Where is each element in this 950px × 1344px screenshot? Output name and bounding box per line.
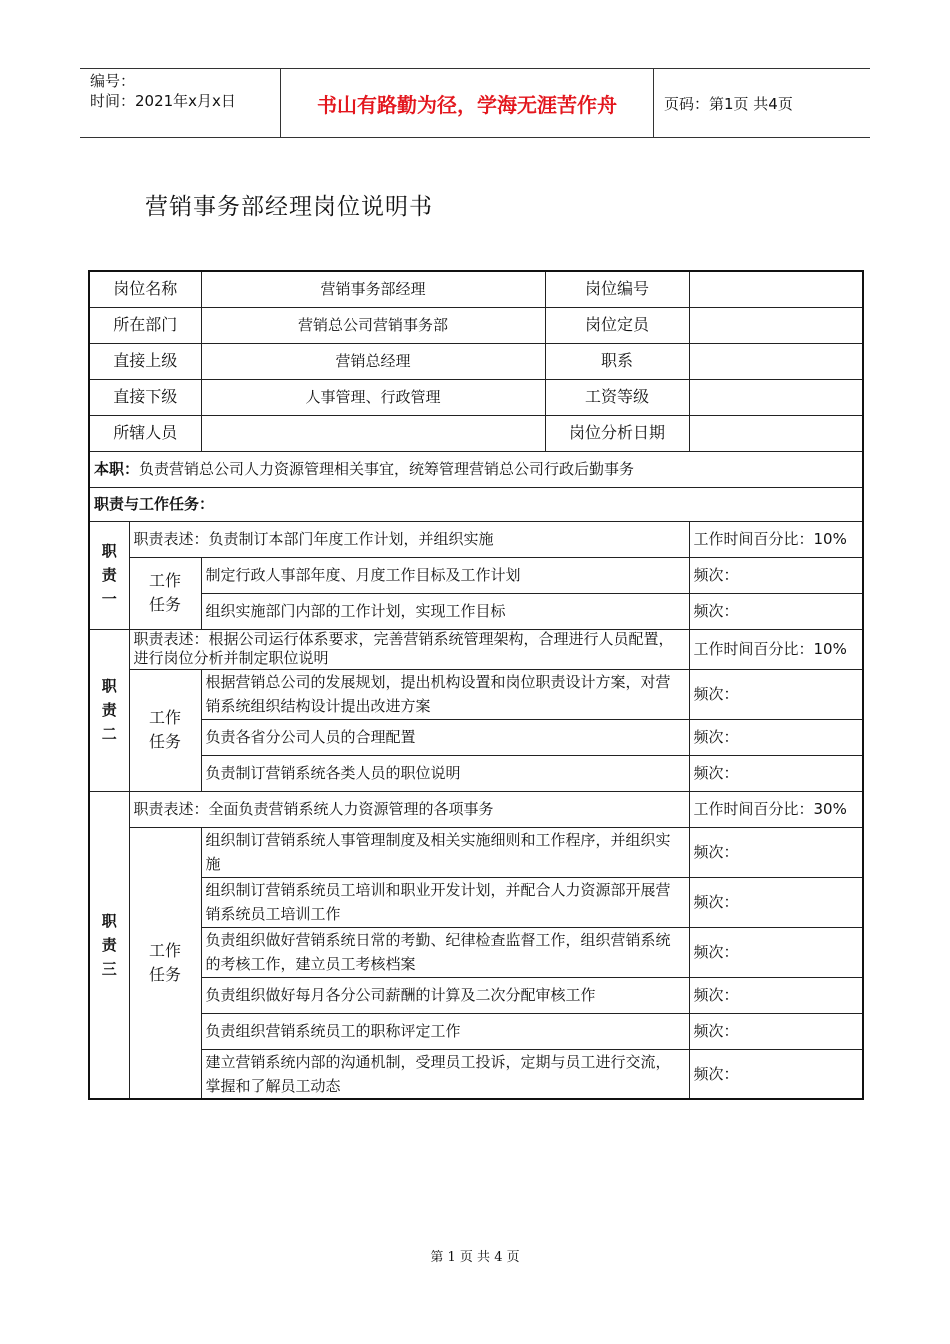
info-label: 岗位定员 [545,307,689,343]
info-value [201,415,545,451]
info-value: 营销总公司营销事务部 [201,307,545,343]
info-label: 所在部门 [89,307,201,343]
duty-desc-row [89,629,863,669]
page-title: 营销事务部经理岗位说明书 [145,194,433,220]
task-row [89,557,863,593]
task-label-text: 工作任务 [149,708,182,751]
duty-desc-row [89,791,863,827]
header-motto: 书山有路勤为径，学海无涯苦作舟 [280,69,654,137]
task-text: 组织制订营销系统员工培训和职业开发计划，并配合人力资源部开展营销系统员工培训工作 [201,877,689,927]
task-row [89,755,863,791]
page-header [80,68,870,138]
info-label: 直接上级 [89,343,201,379]
duty-desc: 职责表述：负责制订本部门年度工作计划，并组织实施 [129,521,689,557]
task-frequency: 频次： [689,927,863,977]
duty-name-text: 职责一 [101,542,117,608]
task-row [89,827,863,877]
task-label [129,669,201,791]
info-label: 岗位分析日期 [545,415,689,451]
role-cell [89,451,863,487]
info-value [689,343,863,379]
duty-time-pct: 工作时间百分比：30% [689,791,863,827]
task-frequency: 频次： [689,593,863,629]
info-row [89,271,863,307]
duty-desc: 职责表述：全面负责营销系统人力资源管理的各项事务 [129,791,689,827]
task-label [129,827,201,1099]
header-meta [80,69,280,137]
duty-name [89,521,129,629]
task-row [89,1049,863,1099]
info-value: 人事管理、行政管理 [201,379,545,415]
info-value [689,379,863,415]
task-frequency: 频次： [689,977,863,1013]
task-text: 建立营销系统内部的沟通机制，受理员工投诉，定期与员工进行交流，掌握和了解员工动态 [201,1049,689,1099]
duty-name-text: 职责二 [101,677,117,743]
task-row [89,593,863,629]
task-row [89,669,863,719]
task-frequency: 频次： [689,669,863,719]
duty-name [89,791,129,1099]
duty-name-text: 职责三 [101,911,117,978]
info-row [89,415,863,451]
duties-header-row [89,487,863,521]
duties-header: 职责与工作任务： [89,487,863,521]
task-frequency: 频次： [689,755,863,791]
role-text: 负责营销总公司人力资源管理相关事宜，统筹管理营销总公司行政后勤事务 [139,460,635,478]
task-frequency: 频次： [689,557,863,593]
info-label: 所辖人员 [89,415,201,451]
task-text: 制定行政人事部年度、月度工作目标及工作计划 [201,557,689,593]
duty-name [89,629,129,791]
task-row [89,1013,863,1049]
task-frequency: 频次： [689,1013,863,1049]
duty-desc: 职责表述：根据公司运行体系要求，完善营销系统管理架构，合理进行人员配置，进行岗位分析并制定职位说明 [129,629,689,669]
info-value: 营销总经理 [201,343,545,379]
task-text: 负责组织做好营销系统日常的考勤、纪律检查监督工作，组织营销系统的考核工作，建立员工考核档案 [201,927,689,977]
role-row [89,451,863,487]
info-row [89,343,863,379]
header-page-info: 页码：第1页 共4页 [664,94,793,113]
duty-time-pct: 工作时间百分比：10% [689,521,863,557]
task-label-text: 工作任务 [149,940,182,984]
job-description-table [88,270,864,1100]
info-value: 营销事务部经理 [201,271,545,307]
role-label: 本职： [94,460,140,478]
task-text: 组织实施部门内部的工作计划，实现工作目标 [201,593,689,629]
info-row [89,307,863,343]
task-text: 根据营销总公司的发展规划，提出机构设置和岗位职责设计方案，对营销系统组织结构设计提出改进方案 [201,669,689,719]
task-text: 组织制订营销系统人事管理制度及相关实施细则和工作程序，并组织实施 [201,827,689,877]
task-row [89,877,863,927]
task-frequency: 频次： [689,827,863,877]
task-frequency: 频次： [689,719,863,755]
info-label: 工资等级 [545,379,689,415]
info-label: 岗位名称 [89,271,201,307]
duty-time-pct: 工作时间百分比：10% [689,629,863,669]
info-label: 直接下级 [89,379,201,415]
task-frequency: 频次： [689,1049,863,1099]
task-row [89,977,863,1013]
task-text: 负责组织做好每月各分公司薪酬的计算及二次分配审核工作 [201,977,689,1013]
task-frequency: 频次： [689,877,863,927]
info-value [689,271,863,307]
task-label-text: 工作任务 [149,571,182,614]
task-label [129,557,201,629]
info-value [689,307,863,343]
task-text: 负责各省分公司人员的合理配置 [201,719,689,755]
info-label: 岗位编号 [545,271,689,307]
task-text: 负责组织营销系统员工的职称评定工作 [201,1013,689,1049]
doc-time-label: 时间：2021年x月x日 [90,92,236,110]
duty-desc-row [89,521,863,557]
task-text: 负责制订营销系统各类人员的职位说明 [201,755,689,791]
info-label: 职系 [545,343,689,379]
task-row [89,927,863,977]
task-row [89,719,863,755]
page-footer: 第 1 页 共 4 页 [430,1250,520,1265]
info-row [89,379,863,415]
info-value [689,415,863,451]
doc-number-label: 编号： [90,72,136,90]
